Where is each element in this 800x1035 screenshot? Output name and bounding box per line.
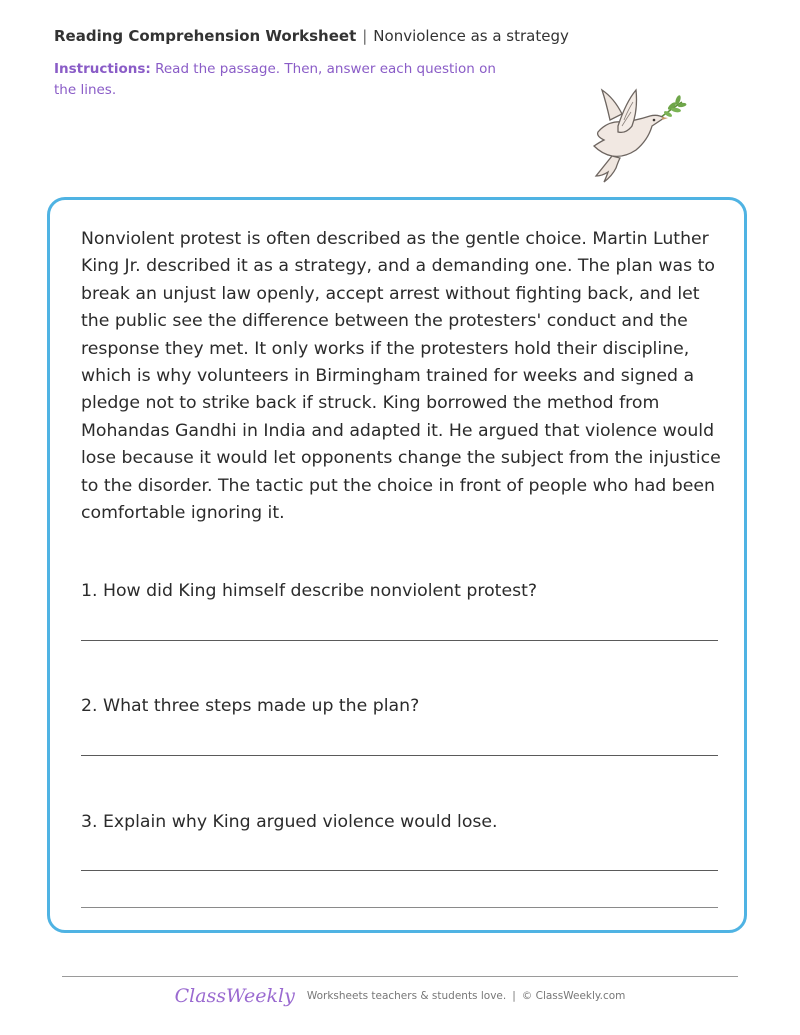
reading-passage	[81, 226, 721, 527]
question-3: 3. Explain why King argued violence would lose.	[81, 812, 498, 832]
answer-line-3b[interactable]	[81, 907, 718, 908]
header-separator: |	[362, 27, 368, 45]
answer-line-2[interactable]	[81, 755, 718, 756]
worksheet-header	[54, 27, 569, 45]
question-1: 1. How did King himself describe nonviolent protest?	[81, 581, 538, 601]
answer-line-3a[interactable]	[81, 870, 718, 871]
footer-tagline-group	[307, 990, 626, 1002]
worksheet-subtitle: Nonviolence as a strategy	[373, 27, 569, 45]
passage-text: Nonviolent protest is often described as the gentle choice. Martin Luther King Jr. described it as a strategy, and a demanding one. The plan was to break an unjust law openly, accept arrest without fighting back, and let the public see the difference between the protesters' conduct and the response they met. It only works if the protesters hold their discipline, which is why volunteers in Birmingham trained for weeks and signed a pledge not to strike back if struck. King borrowed the method from Mohandas Gandhi in India and adapted it. He argued that violence would lose because it would let opponents change the subject from the injustice to the disorder. The tactic put the choice in front of people who had been comfortable ignoring it.	[81, 229, 721, 524]
answer-line-1[interactable]	[81, 640, 718, 641]
classweekly-logo: ClassWeekly	[174, 985, 295, 1007]
footer-tagline: Worksheets teachers & students love.	[306, 990, 507, 1002]
instructions	[54, 59, 514, 101]
dove-with-olive-branch-icon	[578, 80, 690, 190]
footer-separator: |	[512, 990, 516, 1002]
footer-divider	[62, 976, 738, 977]
footer	[0, 985, 800, 1007]
instructions-text: Read the passage. Then, answer each question on the lines.	[54, 61, 496, 98]
footer-copyright: © ClassWeekly.com	[521, 990, 626, 1002]
question-2: 2. What three steps made up the plan?	[81, 696, 420, 716]
worksheet-title: Reading Comprehension Worksheet	[54, 27, 357, 45]
instructions-label: Instructions:	[54, 61, 151, 77]
